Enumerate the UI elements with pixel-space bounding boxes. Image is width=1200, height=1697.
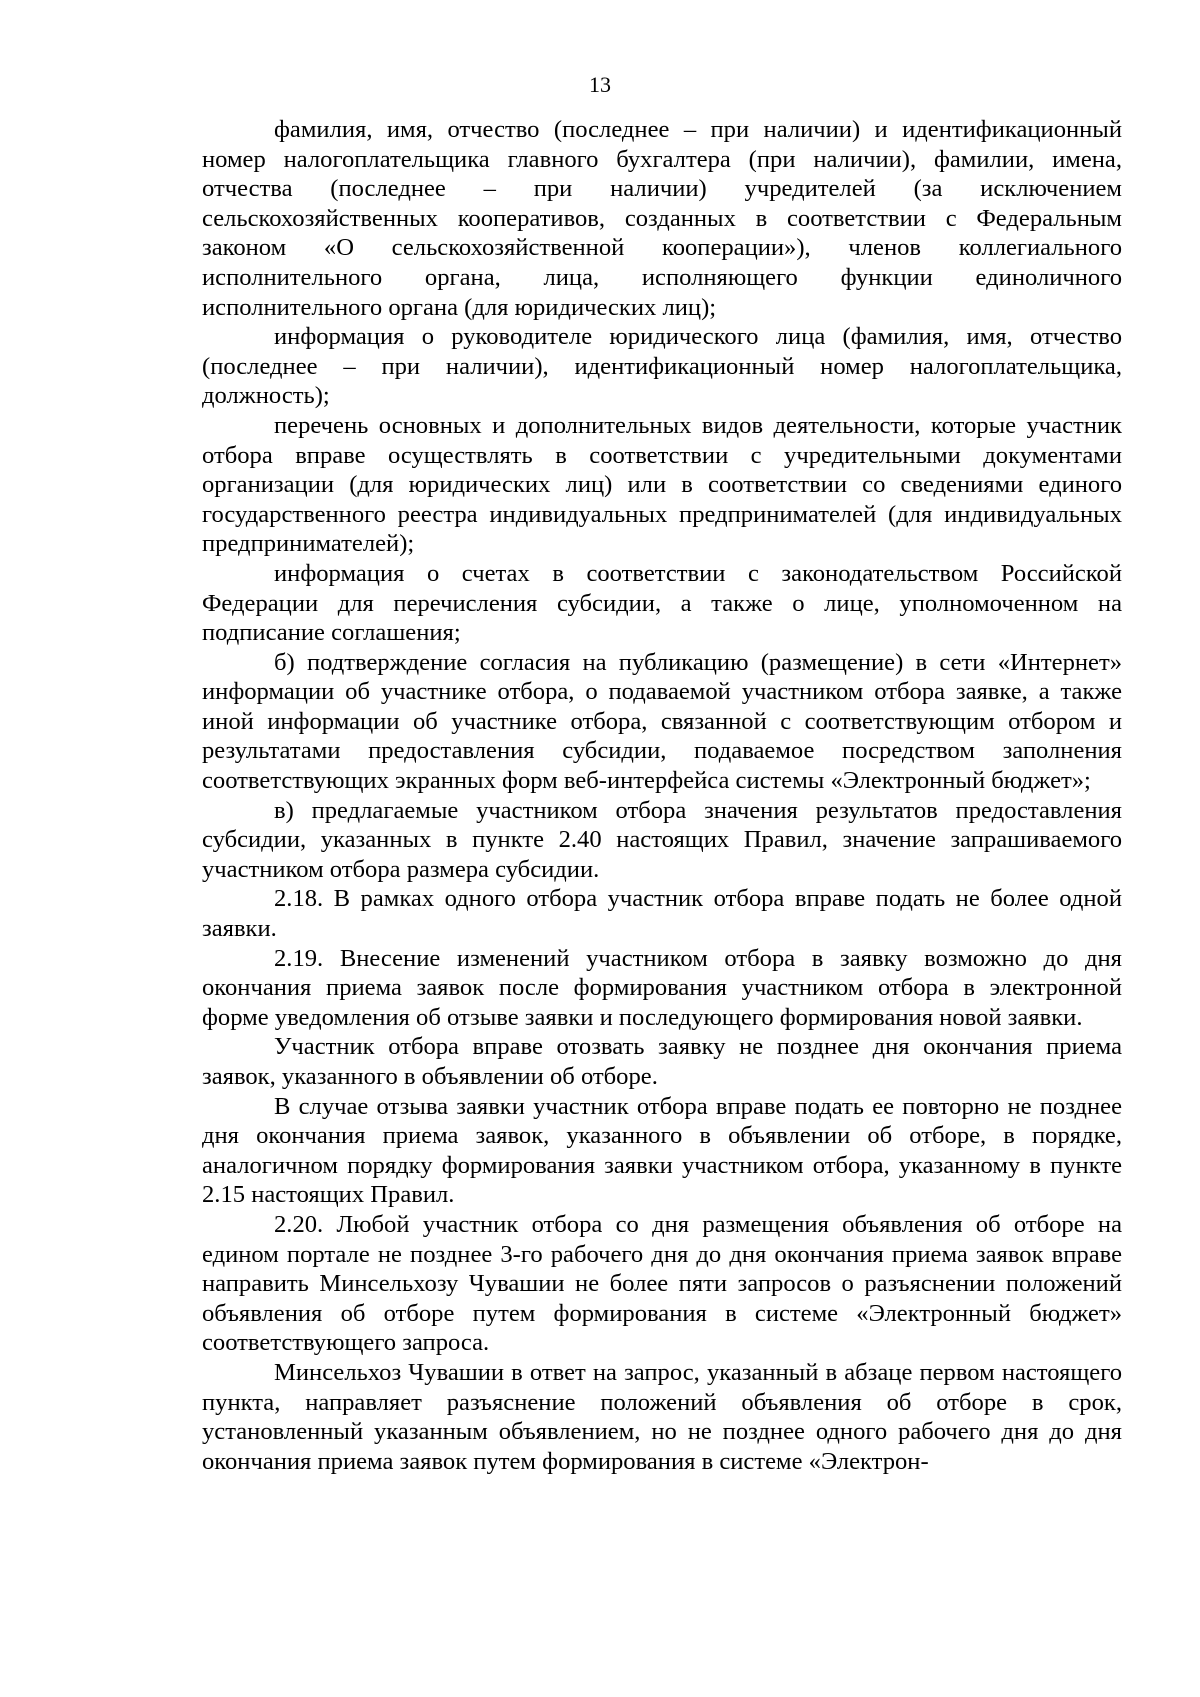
paragraph-2-19: 2.19. Внесение изменений участником отбора в заявку возможно до дня окончания приема заявок после формирования участником отбора в электронной форме уведомления об отзыве заявки и последующего формирования новой заявки. xyxy=(202,944,1122,1031)
document-body xyxy=(202,115,1122,1476)
paragraph-accounts-info: информация о счетах в соответствии с законодательством Российской Федерации для перечисления субсидии, а также о лице, уполномоченном на подписание соглашения; xyxy=(202,559,1122,647)
page-number: 13 xyxy=(589,72,611,97)
paragraph-2-18: 2.18. В рамках одного отбора участник отбора вправе подать не более одной заявки. xyxy=(202,885,1122,943)
paragraph-withdraw: Участник отбора вправе отозвать заявку не позднее дня окончания приема заявок, указанного в объявлении об отборе. xyxy=(202,1033,1122,1090)
paragraph-item-b: б) подтверждение согласия на публикацию (размещение) в сети «Интернет» информации об участнике отбора, о подаваемой участником отбора заявке, а также иной информации об участнике отбора, связанной с соответствующим отбором и результатами предоставления субсидии, подаваемое посредством заполнения соответствующих экранных форм веб-интерфейса системы «Электронный бюджет»; xyxy=(202,648,1122,795)
paragraph-resubmit: В случае отзыва заявки участник отбора вправе подать ее повторно не позднее дня окончания приема заявок, указанного в объявлении об отборе, в порядке, аналогичном порядку формирования заявки участником отбора, указанному в пункте 2.15 настоящих Правил. xyxy=(202,1092,1122,1209)
paragraph-response: Минсельхоз Чувашии в ответ на запрос, указанный в абзаце первом настоящего пункта, направляет разъяснение положений объявления об отборе в срок, установленный указанным объявлением, но не позднее одного рабочего дня до дня окончания приема заявок путем формирования в системе «Электрон- xyxy=(202,1358,1122,1475)
paragraph-activity-list: перечень основных и дополнительных видов деятельности, которые участник отбора вправе осуществлять в соответствии с учредительными документами организации (для юридических лиц) или в соответствии со сведениями единого государственного реестра индивидуальных предпринимателей (для индивидуальных предпринимателей); xyxy=(202,411,1122,558)
paragraph-item-v: в) предлагаемые участником отбора значения результатов предоставления субсидии, указанных в пункте 2.40 настоящих Правил, значение запрашиваемого участником отбора размера субсидии. xyxy=(202,796,1122,883)
paragraph-fio: фамилия, имя, отчество (последнее – при наличии) и идентификационный номер налогоплательщика главного бухгалтера (при наличии), фамилии, имена, отчества (последнее – при наличии) учредителей (за исключением сельскохозяйственных кооперативов, созданных в соответствии с Федеральным законом «О сельскохозяйственной кооперации»), членов коллегиального исполнительного органа, лица, исполняющего функции единоличного исполнительного органа (для юридических лиц); xyxy=(202,116,1122,321)
paragraph-head-info: информация о руководителе юридического лица (фамилия, имя, отчество (последнее – при наличии), идентификационный номер налогоплательщика, должность); xyxy=(202,323,1122,410)
paragraph-2-20: 2.20. Любой участник отбора со дня размещения объявления об отборе на едином портале не позднее 3-го рабочего дня до дня окончания приема заявок вправе направить Минсельхозу Чувашии не более пяти запросов о разъяснении положений объявления об отборе путем формирования в системе «Электронный бюджет» соответствующего запроса. xyxy=(202,1210,1122,1357)
